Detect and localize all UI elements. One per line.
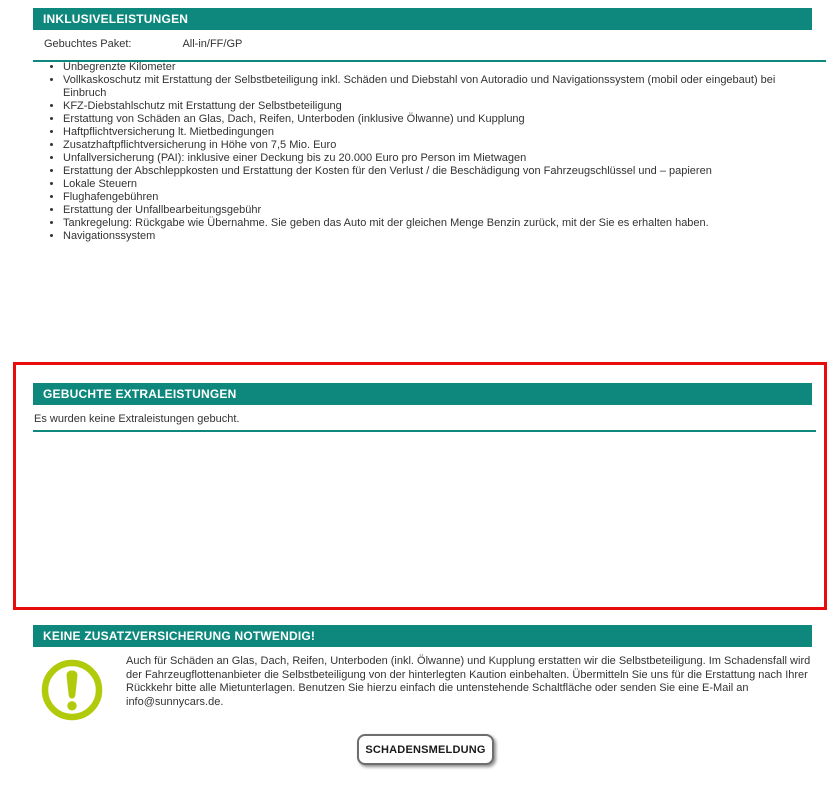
package-label: Gebuchtes Paket: <box>44 38 132 50</box>
benefit-item: • Erstattung der Unfallbearbeitungsgebühr <box>63 204 812 217</box>
benefits-list <box>33 61 812 243</box>
section-header-extras <box>33 383 812 405</box>
benefit-item: • Zusatzhaftpflichtversicherung in Höhe von 7,5 Mio. Euro <box>63 139 812 152</box>
benefit-item: • Lokale Steuern <box>63 178 812 191</box>
highlight-box <box>13 362 827 610</box>
section-title-extras: GEBUCHTE EXTRALEISTUNGEN <box>43 387 237 401</box>
insurance-notice-text: Auch für Schäden an Glas, Dach, Reifen, Unterboden (inkl. Ölwanne) und Kupplung erstatten wir die Selbstbeteiligung. Im Schadensfall wird der Fahrzeugflottenanbieter die Selbstbeteiligung von der hinterlegten Kaution einbehalten. Übermitteln Sie uns für die Erstattung nach Ihrer Rückkehr bitte alle Mietunterlagen. Benutzen Sie hierzu einfach die untenstehende Schaltfläche oder senden Sie eine E-Mail an info@sunnycars.de. <box>126 655 811 708</box>
benefit-item: • Erstattung von Schäden an Glas, Dach, Reifen, Unterboden (inklusive Ölwanne) und Kupplung <box>63 113 812 126</box>
section-header-inclusive <box>33 8 812 30</box>
benefits-section <box>33 61 812 243</box>
benefit-item: • Unbegrenzte Kilometer <box>63 61 812 74</box>
package-row <box>33 32 826 62</box>
section-title-inclusive: INKLUSIVELEISTUNGEN <box>43 12 189 26</box>
benefit-item: • Vollkaskoschutz mit Erstattung der Selbstbeteiligung inkl. Schäden und Diebstahl von Autoradio und Navigationssystem (mobil oder eingebaut) bei Einbruch <box>63 74 812 100</box>
package-value: All-in/FF/GP <box>182 38 243 50</box>
benefit-item: • Navigationssystem <box>63 230 812 243</box>
benefit-item: • Haftpflichtversicherung lt. Mietbedingungen <box>63 126 812 139</box>
section-title-insurance: KEINE ZUSATZVERSICHERUNG NOTWENDIG! <box>43 629 316 643</box>
damage-report-button[interactable]: SCHADENSMELDUNG <box>357 734 494 765</box>
benefit-item: • KFZ-Diebstahlschutz mit Erstattung der Selbstbeteiligung <box>63 100 812 113</box>
exclamation-icon <box>40 658 104 722</box>
extras-empty-message: Es wurden keine Extraleistungen gebucht. <box>33 413 816 432</box>
benefit-item: • Unfallversicherung (PAI): inklusive einer Deckung bis zu 20.000 Euro pro Person im Mietwagen <box>63 152 812 165</box>
section-header-insurance <box>33 625 812 647</box>
benefit-item: • Tankregelung: Rückgabe wie Übernahme. Sie geben das Auto mit der gleichen Menge Benzin zurück, mit der Sie es erhalten haben. <box>63 217 812 230</box>
benefit-item: • Flughafengebühren <box>63 191 812 204</box>
benefit-item: • Erstattung der Abschleppkosten und Erstattung der Kosten für den Verlust / die Beschädigung von Fahrzeugschlüssel und – papieren <box>63 165 812 178</box>
